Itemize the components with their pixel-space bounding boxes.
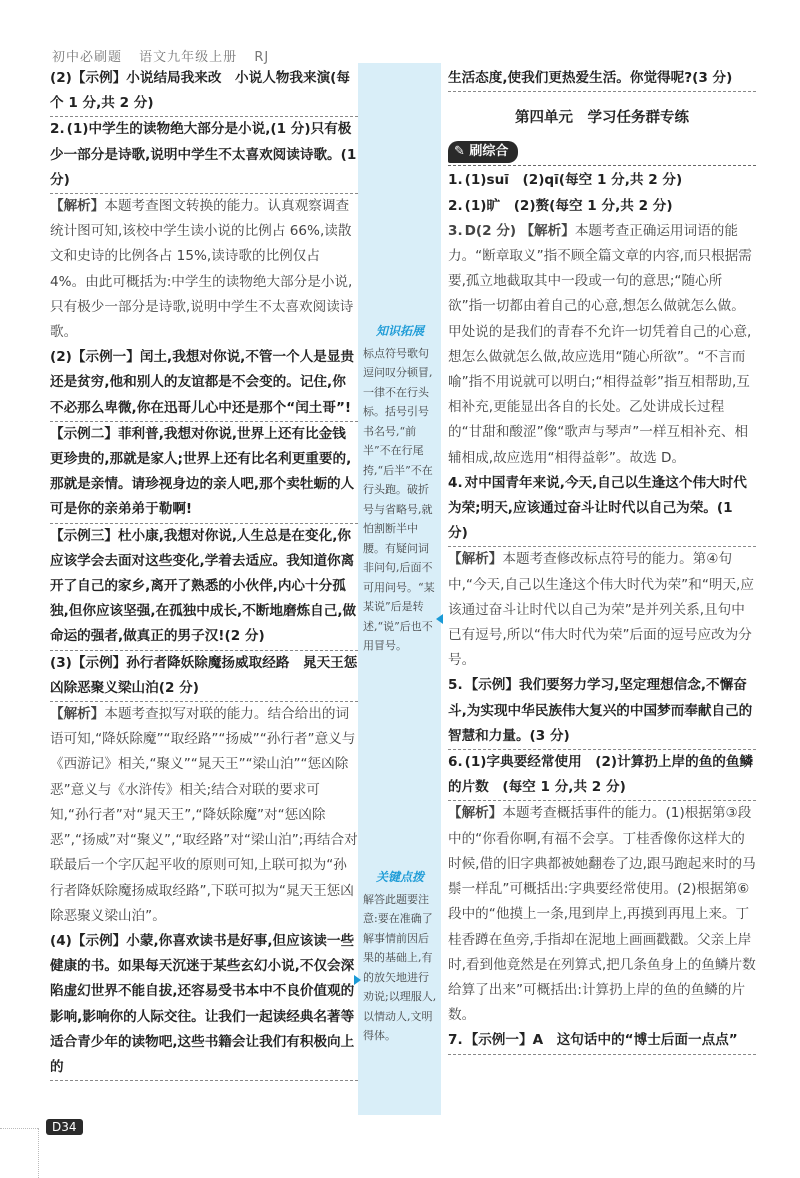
- continued-answer: 生活态度,使我们更热爱生活。你觉得呢?(3 分): [448, 66, 756, 92]
- q3-answer: [448, 219, 756, 471]
- book-title: 初中必刷题: [52, 50, 123, 65]
- pointer-arrow-icon: [354, 975, 361, 985]
- right-column: [448, 66, 756, 1055]
- answer-text: (1)字典要经常使用 (2)计算扔上岸的鱼的鱼鳞的片数 (每空 1 分,共 2 分): [448, 754, 754, 796]
- analysis-label: 【解析】: [520, 222, 575, 239]
- question-number: 2.: [448, 197, 463, 214]
- page-header: [52, 46, 281, 65]
- couplet-answer: (3)【示例】孙行者降妖除魔扬威取经路 晁天王惩凶除恶聚义梁山泊(2 分): [50, 651, 358, 702]
- answer-text: 【示例】我们要努力学习,坚定理想信念,不懈奋斗,为实现中华民族伟大复兴的中国梦而奉献自己的智慧和力量。(3 分): [448, 677, 753, 744]
- corner-divider: [38, 1128, 39, 1178]
- pointer-arrow-icon: [436, 614, 443, 624]
- analysis-2-3: [50, 702, 358, 929]
- analysis-text: 本题考查图文转换的能力。认真观察调查统计图可知,该校中学生读小说的比例占 66%,读散文和史诗的比例各占 15%,读诗歌的比例仅占 4%。由此可概括为:中学生的读物绝大部分是小说,只有极少一部分是诗歌,说明中学生不太喜欢阅读诗歌。: [50, 198, 354, 341]
- q6-analysis: [448, 801, 756, 1028]
- analysis-text: 本题考查正确运用词语的能力。“断章取义”指不顾全篇文章的内容,而只根据需要,孤立地截取其中一段或一句的意思;“随心所欲”指一切都由着自己的心意,想怎么做就怎么做。甲处说的是我们的青春不允许一切凭着自己的心意,想怎么做就怎么做,故应选用“随心所欲”。“不言而喻”指不用说就可以明白;“相得益彰”指互相帮助,互相补充,更能显出各自的长处。乙处讲成长过程的“甘甜和酸涩”像“歌声与琴声”一样互相补充、相辅相成,故应选用“相得益彰”。故选 D。: [448, 222, 752, 466]
- answer-text: 对中国青年来说,今天,自己以生逢这个伟大时代为荣;明天,应该通过奋斗让时代以自己为荣。(1 分): [448, 474, 747, 542]
- analysis-label: 【解析】: [50, 198, 105, 215]
- section-badge: ✎ 刷综合: [448, 141, 518, 163]
- analysis-label: 【解析】: [448, 551, 503, 568]
- question-number: 7.: [448, 1032, 463, 1049]
- section-badge-row: [448, 139, 756, 166]
- page-number: D34: [46, 1119, 83, 1135]
- question-number: 6.: [448, 754, 463, 771]
- example-3: 【示例三】杜小康,我想对你说,人生总是在变化,你应该学会去面对这些变化,学着去适应。我知道你离开了自己的家乡,离开了熟悉的小伙伴,内心十分孤独,但你应该坚强,在孤独中成长,不断地磨炼自己,做命运的强者,做真正的男子汉!(2 分): [50, 524, 358, 651]
- answer-text: (1)suī (2)qī(每空 1 分,共 2 分): [464, 172, 683, 189]
- left-column: [50, 66, 358, 1081]
- answer-text: (1)中学生的读物绝大部分是小说,(1 分)只有极少一部分是诗歌,说明中学生不太喜欢阅读诗歌。(1 分): [50, 121, 357, 188]
- analysis-2-1: [50, 194, 358, 345]
- knowledge-title: 知识拓展: [375, 324, 424, 338]
- q6-answer: [448, 750, 756, 801]
- example-4: (4)【示例】小蒙,你喜欢读书是好事,但应该读一些健康的书。如果每天沉迷于某些玄幻小说,不仅会深陷虚幻世界不能自拔,还容易受书本中不良价值观的影响,影响你的人际交往。让我们一起读经典名著等适合青少年的读物吧,这些书籍会让我们有积极向上的: [50, 929, 358, 1081]
- answer-text: (1)旷 (2)赘(每空 1 分,共 2 分): [464, 197, 673, 214]
- analysis-text: 本题考查修改标点符号的能力。第④句中,“今天,自己以生逢这个伟大时代为荣”和“明天,应该通过奋斗让时代以自己为荣”是并列关系,且句中已有逗号,所以“伟大时代为荣”后面的逗号应改为分号。: [448, 551, 754, 669]
- example-1: (2)【示例一】闰土,我想对你说,不管一个人是显贵还是贫穷,他和别人的友谊都是不会变的。记住,你不必那么卑微,你在迅哥儿心中还是那个“闰土哥”!: [50, 345, 358, 422]
- tip-box: [363, 868, 437, 1046]
- analysis-label: 【解析】: [448, 805, 503, 822]
- answer-text: D(2 分): [464, 222, 517, 239]
- knowledge-box: [363, 322, 437, 656]
- question-number: 3.: [448, 222, 463, 239]
- q1-answer: [448, 168, 756, 193]
- tip-title: 关键点拨: [375, 870, 424, 884]
- question-number: 4.: [448, 474, 463, 491]
- analysis-label: 【解析】: [50, 706, 105, 723]
- analysis-text: 本题考查概括事件的能力。(1)根据第③段中的“你看你啊,有福不会享。丁桂香像你这样大的时候,借的旧字典都被她翻卷了边,跟马跑起来时的马鬃一样乱”可概括出:字典要经常使用。(2)根据第⑥段中的“他摸上一条,甩到岸上,再摸到再甩上来。丁桂香蹲在鱼旁,手指却在泥地上画画戳戳。父亲上岸时,看到他竟然是在列算式,把几条鱼身上的鱼鳞片数给算了出来”可概括出:计算扔上岸的鱼的鱼鳞的片数。: [448, 805, 756, 1024]
- q4-analysis: [448, 547, 756, 673]
- question-2-answer: [50, 117, 358, 194]
- edition-label: RJ: [254, 50, 270, 65]
- example-2: 【示例二】菲利普,我想对你说,世界上还有比金钱更珍贵的,那就是家人;世界上还有比名利更重要的,那就是亲情。请珍视身边的亲人吧,那个卖牡蛎的人可是你的亲弟弟于勒啊!: [50, 422, 358, 524]
- answer-text: 【示例一】A 这句话中的“博士后面一点点”: [464, 1032, 738, 1049]
- subject-title: 语文九年级上册: [139, 50, 238, 65]
- analysis-text: 本题考查拟写对联的能力。结合给出的词语可知,“降妖除魔”“取经路”“扬威”“孙行者”意义与《西游记》相关,“聚义”“晁天王”“梁山泊”“惩凶除恶”意义与《水浒传》相关;结合对联的要求可知,“孙行者”对“晁天王”,“降妖除魔”对“惩凶除恶”,“扬威”对“聚义”,“取经路”对“梁山泊”;再结合对联最后一个字仄起平收的原则可知,上联可拟为“孙行者降妖除魔扬威取经路”,下联可拟为“晁天王惩凶除恶聚义梁山泊”。: [50, 706, 358, 924]
- corner-divider: [0, 1128, 38, 1129]
- question-number: 2.: [50, 121, 65, 138]
- answer-2-2: (2)【示例】小说结局我来改 小说人物我来演(每个 1 分,共 2 分): [50, 66, 358, 117]
- q2-answer: [448, 194, 756, 219]
- q7-answer: [448, 1028, 756, 1054]
- unit-title: 第四单元 学习任务群专练: [515, 110, 689, 127]
- knowledge-text: 标点符号歌句逗问叹分顿冒,一律不在行头标。括号引号书名号,“前半”不在行尾挎,“后半”不在行头跑。破折号与省略号,就怕割断半中腰。有疑问词非问句,后面不可用问号。“某某说”后是转述,“说”后也不用冒号。: [363, 346, 435, 652]
- question-number: 1.: [448, 172, 463, 189]
- q4-answer: [448, 471, 756, 548]
- question-number: 5.: [448, 677, 463, 694]
- badge-label: 刷综合: [469, 144, 509, 160]
- q5-answer: [448, 673, 756, 750]
- tip-text: 解答此题要注意:要在准确了解事情前因后果的基础上,有的放矢地进行劝说;以理服人,以情动人,文明得体。: [363, 892, 437, 1042]
